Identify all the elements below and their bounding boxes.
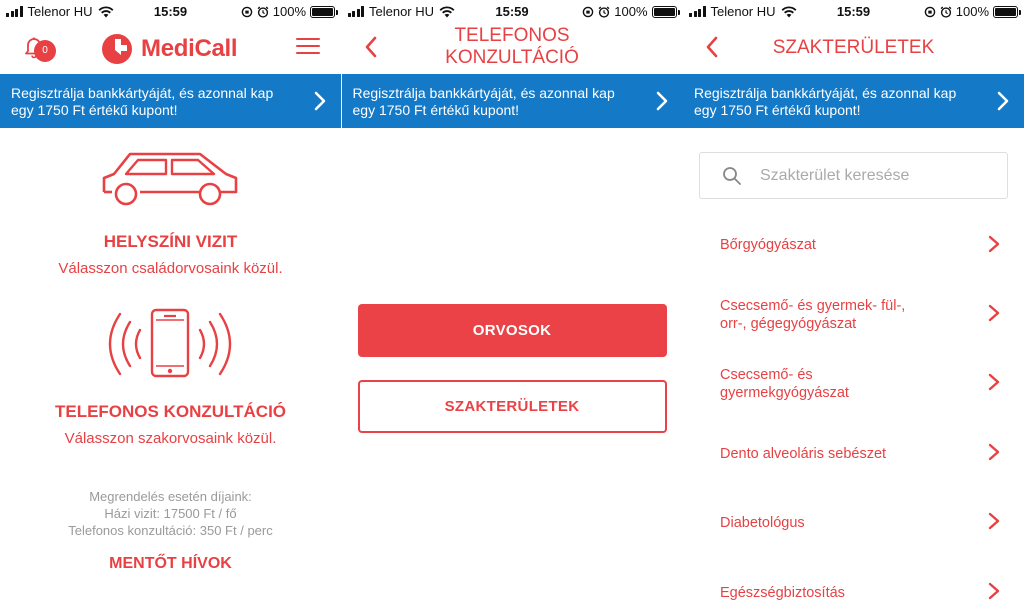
- doctors-button[interactable]: ORVOSOK: [358, 304, 667, 357]
- phone-consult-subtitle: Válasszon szakorvosaink közül.: [64, 430, 277, 447]
- carrier-label: Telenor HU: [27, 4, 93, 19]
- list-item-label: Diabetológus: [720, 515, 805, 531]
- status-time: 15:59: [153, 4, 188, 19]
- banner-line2: egy 1750 Ft értékű kupont!: [694, 102, 861, 118]
- logo-text: MediCall: [141, 35, 238, 62]
- battery-percent: 100%: [272, 4, 306, 19]
- battery-icon: [310, 6, 335, 18]
- phone-consult-navbar: [342, 24, 683, 74]
- carrier-label: Telenor HU: [710, 4, 776, 19]
- call-ambulance-link[interactable]: MENTŐT HÍVOK: [109, 555, 232, 572]
- search-placeholder: Szakterület keresése: [760, 167, 910, 184]
- list-item-label: Csecsemő- és: [720, 367, 813, 383]
- promo-banner[interactable]: [342, 74, 683, 128]
- phone-consult-screen: [342, 0, 683, 607]
- list-item-label-line2: gyermekgyógyászat: [720, 385, 849, 401]
- car-icon: [100, 148, 242, 210]
- chevron-right-icon: [988, 512, 1000, 530]
- chevron-right-icon: [996, 91, 1010, 111]
- battery-icon: [652, 6, 677, 18]
- banner-line2: egy 1750 Ft értékű kupont!: [352, 102, 520, 118]
- rotation-lock-icon: [241, 6, 253, 18]
- phone-consult-title: TELEFONOS KONZULTÁCIÓ: [54, 402, 287, 421]
- status-bar: [342, 0, 683, 24]
- banner-line1: Regisztrálja bankkártyáját, és azonnal kap: [352, 85, 615, 101]
- menu-icon[interactable]: [296, 38, 320, 56]
- alarm-icon: [940, 6, 952, 18]
- alarm-icon: [257, 6, 269, 18]
- chevron-right-icon: [988, 304, 1000, 322]
- home-visit-subtitle: Válasszon családorvosaink közül.: [58, 260, 283, 277]
- list-item-label: Egészségbiztosítás: [720, 585, 845, 601]
- battery-icon: [993, 6, 1018, 18]
- search-input[interactable]: [699, 152, 1008, 199]
- pricing-line3: Telefonos konzultáció: 350 Ft / perc: [68, 523, 273, 538]
- banner-line1: Regisztrálja bankkártyáját, és azonnal kap: [694, 85, 957, 101]
- battery-percent: 100%: [614, 4, 648, 19]
- pricing-line1: Megrendelés esetén díjaink:: [89, 489, 252, 504]
- home-navbar: [0, 24, 341, 74]
- title-line1: TELEFONOS: [454, 25, 570, 46]
- logo-icon: [101, 33, 133, 65]
- status-time: 15:59: [495, 4, 529, 19]
- status-bar: [0, 0, 341, 24]
- status-bar: [683, 0, 1024, 24]
- battery-percent: 100%: [955, 4, 989, 19]
- page-title: SZAKTERÜLETEK: [772, 37, 935, 58]
- carrier-label: Telenor HU: [369, 4, 435, 19]
- chevron-right-icon: [313, 91, 327, 111]
- pricing-line2: Házi vizit: 17500 Ft / fő: [104, 506, 237, 521]
- status-time: 15:59: [836, 4, 871, 19]
- chevron-right-icon: [655, 91, 669, 111]
- home-visit-title: HELYSZÍNI VIZIT: [103, 232, 238, 251]
- list-item-label-line2: orr-, gégegyógyászat: [720, 316, 857, 332]
- phone-icon: [104, 308, 236, 380]
- list-item-label: Bőrgyógyászat: [720, 237, 816, 253]
- alarm-icon: [598, 6, 610, 18]
- home-screen: [0, 0, 341, 607]
- app-logo: [101, 33, 237, 65]
- specialties-navbar: [683, 24, 1024, 74]
- title-line2: KONZULTÁCIÓ: [445, 47, 579, 68]
- specialties-button[interactable]: SZAKTERÜLETEK: [358, 380, 667, 433]
- banner-line1: Regisztrálja bankkártyáját, és azonnal kap: [11, 85, 274, 101]
- chevron-right-icon: [988, 582, 1000, 600]
- rotation-lock-icon: [924, 6, 936, 18]
- promo-banner[interactable]: [0, 74, 341, 128]
- pricing-info: [0, 488, 341, 539]
- notification-badge: 0: [34, 40, 56, 62]
- specialties-screen: [683, 0, 1024, 607]
- list-item-label: Dento alveoláris sebészet: [720, 446, 887, 462]
- banner-line2: egy 1750 Ft értékű kupont!: [11, 102, 178, 118]
- chevron-right-icon: [988, 443, 1000, 461]
- promo-banner[interactable]: [683, 74, 1024, 128]
- search-icon: [722, 166, 742, 186]
- page-title: [342, 25, 683, 69]
- list-item-label: Csecsemő- és gyermek- fül-,: [720, 298, 906, 314]
- rotation-lock-icon: [582, 6, 594, 18]
- chevron-right-icon: [988, 235, 1000, 253]
- chevron-right-icon: [988, 373, 1000, 391]
